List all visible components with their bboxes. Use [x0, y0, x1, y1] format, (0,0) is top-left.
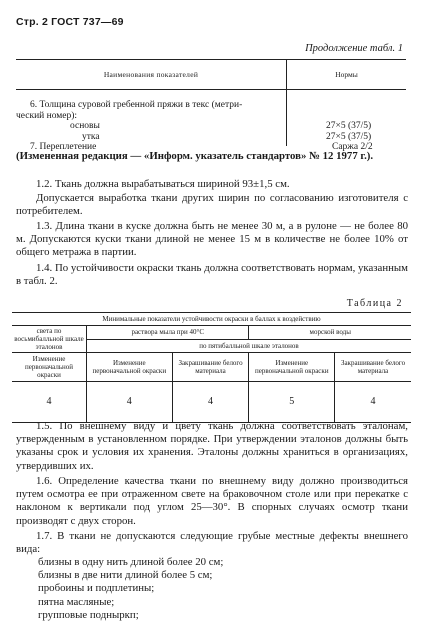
table2-title: Минимальные показатели устойчивости окраски в баллах к воздействию — [12, 313, 411, 326]
paragraph-text: 1.2. Ткань должна вырабатываться шириной 93±1,5 см. — [36, 178, 290, 190]
paragraph-text: 1.5. По внешнему виду и цвету ткань должна соответствовать эталонам, утвержденным в установленном порядке. При утверждении эталонов должны быть указаны срок и условия их хранения. Эталоны должны храниться в организациях, утвердивших их. — [16, 420, 408, 472]
list-item: пятна масляные; — [38, 595, 115, 608]
table1-row-label: основы — [70, 121, 100, 131]
table2-five-scale: по пятибалльной шкале эталонов — [87, 339, 412, 353]
list-item: пробоины и подплетины; — [38, 582, 155, 595]
paragraph-1-3 — [16, 220, 408, 260]
table-2 — [12, 312, 411, 423]
table2-value-soap-change: 4 — [87, 382, 173, 423]
table1-row-label: 7. Переплетение — [30, 142, 97, 152]
table1-row-value: 27×5 (37/5) — [326, 121, 372, 131]
table1-row-value: Саржа 2/2 — [332, 142, 373, 152]
table2-value-soap-stain: 4 — [172, 382, 249, 423]
paragraph-1-2b — [16, 192, 408, 218]
table1-row-label: ческий номер): — [16, 110, 78, 121]
paragraph-1-5 — [16, 420, 408, 473]
table2-sub-change2: Изменение первоначальной окраски — [249, 353, 335, 382]
paragraph-1-2 — [16, 178, 408, 191]
table-row — [16, 121, 406, 132]
edit-note-text: (Измененная редакция — «Информ. указатель стандартов» № 12 1977 г.). — [16, 150, 374, 162]
table1-col-norms: Нормы — [335, 70, 358, 79]
paragraph-text: 1.7. В ткани не допускаются следующие грубые местные дефекты внешнего вида: — [16, 530, 408, 556]
table2-caption: Таблица 2 — [346, 298, 403, 309]
table-continuation-label: Продолжение табл. 1 — [305, 43, 403, 54]
table1-row-label: утка — [82, 131, 100, 142]
table-row — [16, 132, 406, 143]
table2-col-sea: морской воды — [249, 326, 411, 340]
paragraph-1-6 — [16, 475, 408, 528]
table-1 — [16, 59, 406, 90]
table2-sub-change0: Изменение первоначальной окраски — [12, 353, 87, 382]
table2-value-sea-change: 5 — [249, 382, 335, 423]
table1-row-label: 6. Толщина суровой гребенной пряжи в текс (метри- — [30, 100, 243, 110]
paragraph-1-7 — [16, 530, 408, 556]
table-row — [16, 100, 406, 111]
table2-col-soap: раствора мыла при 40°С — [87, 326, 249, 340]
page-header: Стр. 2 ГОСТ 737—69 — [16, 16, 124, 28]
table-row — [16, 111, 406, 122]
list-item: групповые подныркп; — [38, 608, 139, 621]
edit-note — [16, 150, 408, 163]
table1-body — [16, 100, 406, 153]
paragraph-text: 1.4. По устойчивости окраски ткань должна соответствовать нормам, указанным в табл. 2. — [16, 262, 408, 288]
table1-col-names: Наименования показателей — [16, 60, 287, 90]
list-item: близны в две нити длиной более 5 см; — [38, 569, 213, 582]
list-item: близны в одну нить длиной более 20 см; — [38, 556, 224, 568]
paragraph-1-4 — [16, 262, 408, 288]
table2-sub-stain2: Закрашивание белого материала — [335, 353, 411, 382]
table2-value-light: 4 — [12, 382, 87, 423]
table1-row-value: 27×5 (37/5) — [326, 131, 372, 142]
table2-col-light: света по восьмибалльной шкале эталонов — [12, 326, 87, 353]
table2-sub-stain1: Закрашивание белого материала — [172, 353, 249, 382]
table2-value-sea-stain: 4 — [335, 382, 411, 423]
defects-list — [38, 556, 223, 622]
paragraph-text: Допускается выработка ткани других ширин по согласованию изготовителя с потребителем. — [16, 192, 408, 218]
paragraph-text: 1.6. Определение качества ткани по внешнему виду должно производиться путем осмотра ее при отраженном свете на браковочном столе или при перекатке с наклоном к вертикали под углом 25—30°. В спорных случаях осмотр ткани производят с двух сторон. — [16, 475, 408, 527]
table2-sub-change1: Изменение первоначальной окраски — [87, 353, 173, 382]
paragraph-text: 1.3. Длина ткани в куске должна быть не менее 30 м, а в рулоне — не более 80 м. Допускаются куски ткани длиной не менее 15 м в количестве не более 10% от общего метража в партии. — [16, 220, 408, 259]
